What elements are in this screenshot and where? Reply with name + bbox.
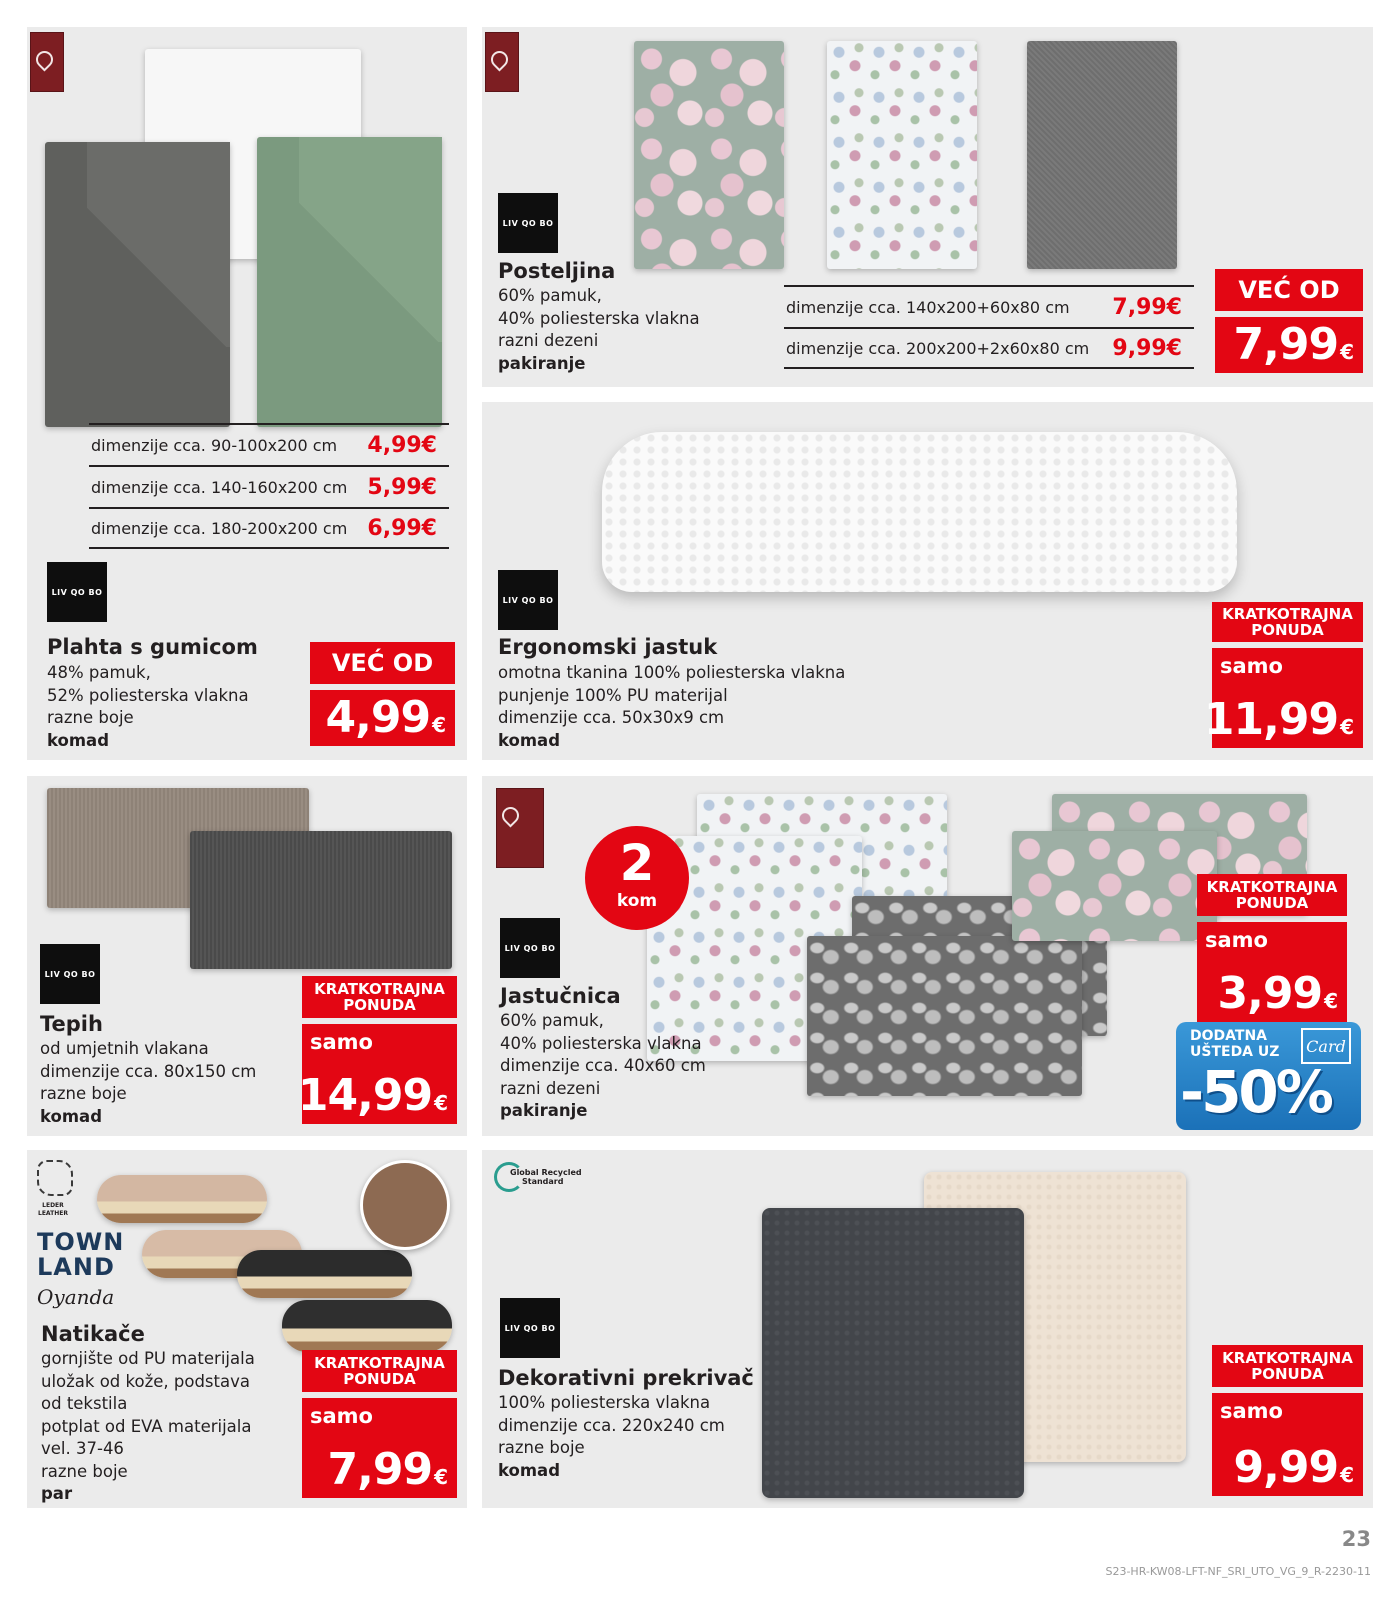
desc-line: dimenzije cca. 80x150 cm bbox=[40, 1061, 257, 1081]
price-value bbox=[325, 692, 445, 743]
livarno-brand-logo: LIV QO BO bbox=[498, 193, 558, 253]
desc-line: 48% pamuk, bbox=[47, 663, 151, 682]
desc-line: 40% poliesterska vlakna bbox=[500, 1033, 702, 1053]
product-image-detail-circle bbox=[360, 1160, 450, 1250]
product-image-sandal-black bbox=[282, 1300, 452, 1352]
desc-line: 60% pamuk, bbox=[500, 1011, 604, 1030]
desc-line: uložak od kože, podstava bbox=[41, 1371, 250, 1391]
desc-line: dimenzije cca. 50x30x9 cm bbox=[498, 708, 725, 727]
product-title: Plahta s gumicom bbox=[47, 635, 258, 659]
desc-line: potplat od EVA materijala bbox=[41, 1416, 252, 1436]
product-card-ergonomski-jastuk[interactable] bbox=[482, 402, 1373, 760]
livarno-brand-logo: LIV QO BO bbox=[500, 918, 560, 978]
short-offer-badge: KRATKOTRAJNA PONUDA bbox=[1197, 874, 1347, 916]
product-title: Posteljina bbox=[498, 259, 616, 283]
samo-label: samo bbox=[1220, 654, 1283, 678]
product-image-grey-rug bbox=[190, 831, 452, 969]
product-card-posteljina[interactable] bbox=[482, 27, 1373, 387]
size-row bbox=[784, 327, 1194, 369]
product-title: Tepih bbox=[40, 1012, 103, 1036]
size-label: dimenzije cca. 140x200+60x80 cm bbox=[786, 297, 1070, 317]
samo-label: samo bbox=[1220, 1399, 1283, 1423]
price-box bbox=[1197, 922, 1347, 1022]
size-price: 6,99€ bbox=[367, 515, 437, 541]
cotton-made-in-africa-icon bbox=[496, 788, 544, 868]
page-number: 23 bbox=[1341, 1527, 1371, 1551]
price-box bbox=[310, 690, 455, 746]
size-price: 7,99€ bbox=[1112, 294, 1182, 320]
brand-line: LAND bbox=[37, 1253, 115, 1281]
sheet-fold bbox=[87, 142, 230, 347]
livarno-brand-logo: LIV QO BO bbox=[498, 570, 558, 630]
size-label: dimenzije cca. 140-160x200 cm bbox=[91, 477, 348, 497]
unit-label: komad bbox=[40, 1106, 103, 1126]
livarno-brand-logo: LIV QO BO bbox=[47, 562, 107, 622]
size-price-table bbox=[784, 285, 1194, 369]
price-value bbox=[1233, 1442, 1353, 1493]
desc-line: dimenzije cca. 40x60 cm bbox=[500, 1056, 706, 1075]
price-badge-header: VEĆ OD bbox=[1215, 269, 1363, 311]
grs-label: Standard bbox=[522, 1177, 564, 1186]
card-discount-value: -50% bbox=[1180, 1058, 1331, 1126]
unit-label: pakiranje bbox=[500, 1101, 588, 1120]
short-offer-badge: KRATKOTRAJNA PONUDA bbox=[302, 1350, 457, 1392]
card-discount-badge bbox=[1176, 1022, 1361, 1130]
townland-brand-logo bbox=[37, 1230, 124, 1280]
desc-line: razne boje bbox=[498, 1438, 585, 1457]
product-image-pillowcase-green bbox=[1012, 831, 1217, 941]
leather-label-line: LEATHER bbox=[38, 1210, 68, 1217]
desc-line: 60% pamuk, bbox=[498, 286, 602, 305]
product-description bbox=[47, 662, 249, 752]
product-title: Ergonomski jastuk bbox=[498, 635, 718, 659]
price-box bbox=[302, 1398, 457, 1498]
desc-line: razne boje bbox=[41, 1461, 128, 1481]
price-box bbox=[1203, 648, 1363, 748]
product-card-plahta[interactable] bbox=[27, 27, 467, 760]
size-row bbox=[784, 285, 1194, 327]
size-row bbox=[89, 465, 449, 507]
price-box bbox=[1215, 317, 1363, 373]
currency-symbol: € bbox=[432, 713, 445, 737]
price-number: 3,99 bbox=[1217, 968, 1323, 1019]
brand-line: TOWN bbox=[37, 1228, 125, 1256]
product-image-grey-throw bbox=[762, 1208, 1024, 1498]
desc-line: 40% poliesterska vlakna bbox=[498, 308, 700, 328]
global-recycled-standard-icon bbox=[494, 1158, 582, 1198]
short-offer-badge: KRATKOTRAJNA PONUDA bbox=[1212, 602, 1363, 642]
unit-label: komad bbox=[498, 1460, 561, 1480]
card-promo-line: DODATNA bbox=[1190, 1028, 1267, 1044]
unit-label: komad bbox=[498, 730, 561, 750]
product-title: Jastučnica bbox=[500, 984, 621, 1008]
size-price: 5,99€ bbox=[367, 474, 437, 500]
leather-label-line: LEDER bbox=[42, 1202, 64, 1209]
size-price: 4,99€ bbox=[367, 432, 437, 458]
product-title: Natikače bbox=[41, 1322, 145, 1346]
cotton-made-in-africa-icon bbox=[485, 32, 519, 92]
card-promo-line: UŠTEDA UZ bbox=[1190, 1044, 1280, 1060]
grs-label: Global Recycled bbox=[510, 1168, 582, 1177]
product-description bbox=[500, 1010, 706, 1123]
quantity-unit: kom bbox=[616, 891, 658, 911]
product-image-pillow bbox=[602, 432, 1237, 592]
cotton-made-in-africa-icon bbox=[30, 32, 64, 92]
price-badge-header: VEĆ OD bbox=[310, 642, 455, 684]
product-title: Dekorativni prekrivač bbox=[498, 1366, 754, 1390]
price-value bbox=[1203, 694, 1353, 745]
desc-line: gornjište od PU materijala bbox=[41, 1349, 255, 1368]
desc-line: 52% poliesterska vlakna bbox=[47, 685, 249, 705]
product-image-sandal-beige bbox=[97, 1175, 267, 1223]
oyanda-brand-logo: Oyanda bbox=[37, 1285, 115, 1309]
size-label: dimenzije cca. 180-200x200 cm bbox=[91, 518, 348, 538]
price-number: 7,99 bbox=[327, 1444, 433, 1495]
price-number: 7,99 bbox=[1233, 319, 1339, 370]
price-number: 9,99 bbox=[1233, 1442, 1339, 1493]
price-value bbox=[297, 1070, 447, 1121]
short-offer-badge: KRATKOTRAJNA PONUDA bbox=[302, 976, 457, 1018]
samo-label: samo bbox=[310, 1030, 373, 1054]
size-price-table bbox=[89, 423, 449, 549]
currency-symbol: € bbox=[1324, 989, 1337, 1013]
price-value bbox=[1217, 968, 1337, 1019]
price-number: 14,99 bbox=[297, 1070, 433, 1121]
price-number: 11,99 bbox=[1203, 694, 1339, 745]
product-image-pillowcase-paisley bbox=[807, 936, 1082, 1096]
samo-label: samo bbox=[1205, 928, 1268, 952]
unit-label: pakiranje bbox=[498, 353, 586, 373]
samo-label: samo bbox=[310, 1404, 373, 1428]
desc-line: punjenje 100% PU materijal bbox=[498, 685, 728, 705]
product-card-tepih[interactable] bbox=[27, 776, 467, 1136]
currency-symbol: € bbox=[1340, 715, 1353, 739]
card-label: Card bbox=[1306, 1036, 1346, 1056]
leather-label bbox=[38, 1202, 68, 1218]
desc-line: 100% poliesterska vlakna bbox=[498, 1393, 711, 1412]
desc-line: vel. 37-46 bbox=[41, 1439, 124, 1458]
desc-line: od umjetnih vlakana bbox=[40, 1039, 209, 1058]
price-number: 4,99 bbox=[325, 692, 431, 743]
grs-ring bbox=[494, 1162, 524, 1192]
sheet-fold bbox=[299, 137, 442, 342]
desc-line: razne boje bbox=[47, 708, 134, 727]
product-description bbox=[498, 662, 845, 752]
product-image-floral-green bbox=[634, 41, 784, 269]
desc-line: razni dezeni bbox=[498, 331, 599, 350]
price-box bbox=[297, 1024, 457, 1124]
leather-icon bbox=[37, 1160, 73, 1196]
currency-symbol: € bbox=[1340, 1463, 1353, 1487]
price-value bbox=[327, 1444, 447, 1495]
livarno-brand-logo: LIV QO BO bbox=[40, 944, 100, 1004]
product-image-grey bbox=[1027, 41, 1177, 269]
desc-line: dimenzije cca. 220x240 cm bbox=[498, 1415, 725, 1435]
currency-symbol: € bbox=[434, 1091, 447, 1115]
product-image-floral-white bbox=[827, 41, 977, 269]
size-price: 9,99€ bbox=[1112, 335, 1182, 361]
currency-symbol: € bbox=[434, 1465, 447, 1489]
desc-line: od tekstila bbox=[41, 1394, 128, 1413]
size-label: dimenzije cca. 200x200+2x60x80 cm bbox=[786, 338, 1090, 358]
currency-symbol: € bbox=[1340, 340, 1353, 364]
price-value bbox=[1233, 319, 1353, 370]
size-row bbox=[89, 507, 449, 549]
product-description bbox=[40, 1038, 256, 1128]
product-description bbox=[498, 1392, 725, 1482]
size-label: dimenzije cca. 90-100x200 cm bbox=[91, 435, 338, 455]
unit-label: par bbox=[41, 1484, 73, 1503]
size-row bbox=[89, 423, 449, 465]
quantity-badge bbox=[585, 826, 689, 930]
product-card-dekorativni-prekrivac[interactable] bbox=[482, 1150, 1373, 1508]
desc-line: razni dezeni bbox=[500, 1078, 601, 1098]
product-image-sandal-black bbox=[237, 1250, 412, 1298]
price-box bbox=[1212, 1393, 1363, 1496]
product-card-natikace[interactable] bbox=[27, 1150, 467, 1508]
short-offer-badge: KRATKOTRAJNA PONUDA bbox=[1212, 1345, 1363, 1387]
unit-label: komad bbox=[47, 730, 110, 750]
product-description bbox=[498, 285, 700, 375]
livarno-brand-logo: LIV QO BO bbox=[500, 1298, 560, 1358]
desc-line: omotna tkanina 100% poliesterska vlakna bbox=[498, 663, 846, 682]
desc-line: razne boje bbox=[40, 1084, 127, 1103]
quantity-number: 2 bbox=[619, 834, 655, 892]
product-description bbox=[41, 1348, 255, 1506]
product-card-jastucnica[interactable] bbox=[482, 776, 1373, 1136]
footer-code: S23-HR-KW08-LFT-NF_SRI_UTO_VG_9_R-2230-11 bbox=[1105, 1565, 1371, 1578]
